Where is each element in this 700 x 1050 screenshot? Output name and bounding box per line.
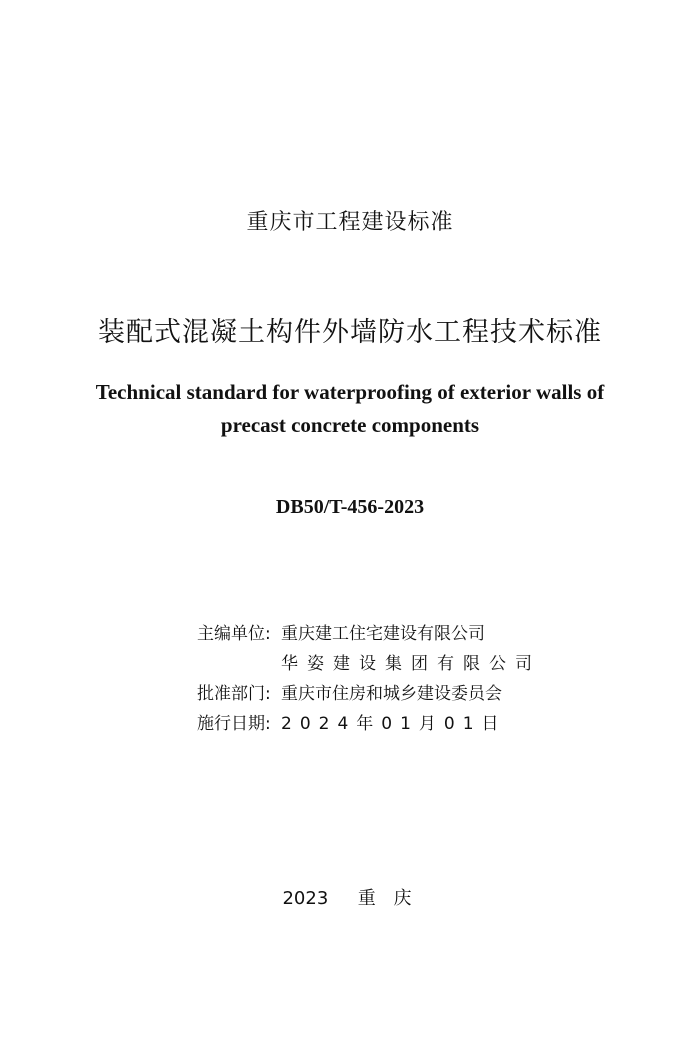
publication-place-year xyxy=(0,884,700,910)
standard-code: DB50/T-456-2023 xyxy=(275,496,425,518)
publication-info xyxy=(197,619,541,739)
english-title-line-1: Technical standard for waterproofing of exterior walls of xyxy=(95,380,605,404)
standard-series-title: 重庆市工程建设标准 xyxy=(246,210,454,235)
editor-label: 主编单位: xyxy=(197,624,271,644)
publication-year: 2023 xyxy=(282,888,329,909)
english-title-line-2: precast concrete components xyxy=(220,413,480,437)
effective-date: 2024年01月01日 xyxy=(281,714,507,734)
editor-unit-1: 重庆建工住宅建设有限公司 xyxy=(281,624,485,644)
approval-department: 重庆市住房和城乡建设委员会 xyxy=(281,684,502,704)
effective-date-row xyxy=(197,709,541,739)
english-title xyxy=(0,376,700,442)
effective-date-label: 施行日期: xyxy=(197,714,271,734)
approval-row xyxy=(197,679,541,709)
editor-row-2 xyxy=(197,649,541,679)
editor-row xyxy=(197,619,541,649)
chinese-title: 装配式混凝土构件外墙防水工程技术标准 xyxy=(98,317,602,348)
approval-label: 批准部门: xyxy=(197,684,271,704)
editor-unit-2: 华姿建设集团有限公司 xyxy=(281,654,541,674)
publication-city: 重 庆 xyxy=(357,888,418,909)
